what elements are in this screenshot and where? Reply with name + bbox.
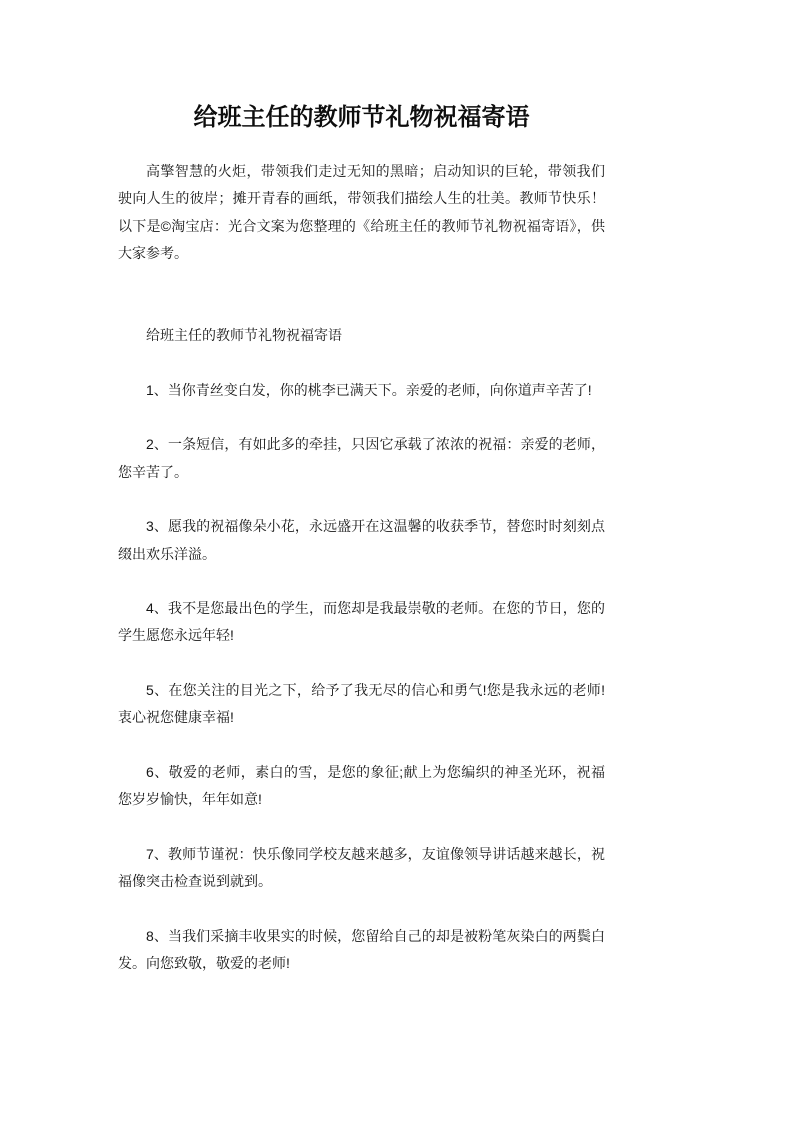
greeting-item: 7、教师节谨祝：快乐像同学校友越来越多，友谊像领导讲话越来越长，祝福像突击检查说到就到。 bbox=[118, 845, 605, 890]
section-heading: 给班主任的教师节礼物祝福寄语 bbox=[146, 327, 342, 344]
greeting-item: 3、愿我的祝福像朵小花，永远盛开在这温馨的收获季节，替您时时刻刻点缀出欢乐洋溢。 bbox=[118, 518, 605, 562]
greeting-item: 6、敬爱的老师，素白的雪，是您的象征;献上为您编织的神圣光环，祝福您岁岁愉快，年年如意! bbox=[118, 763, 605, 808]
document-content bbox=[118, 100, 605, 977]
greeting-item: 1、当你青丝变白发，你的桃李已满天下。亲爱的老师，向你道声辛苦了! bbox=[146, 381, 592, 398]
intro-paragraph: 高擎智慧的火炬，带领我们走过无知的黑暗；启动知识的巨轮，带领我们驶向人生的彼岸；摊开青春的画纸，带领我们描绘人生的壮美。教师节快乐！以下是©淘宝店：光合文案为您整理的《给班主任的教师节礼物祝福寄语》，供大家参考。 bbox=[118, 163, 605, 261]
greetings-list bbox=[118, 377, 605, 978]
greeting-item: 8、当我们采摘丰收果实的时候，您留给自己的却是被粉笔灰染白的两鬓白发。向您致敬，敬爱的老师! bbox=[118, 927, 605, 972]
document-title: 给班主任的教师节礼物祝福寄语 bbox=[193, 104, 530, 131]
greeting-item: 2、一条短信，有如此多的牵挂，只因它承载了浓浓的祝福：亲爱的老师，您辛苦了。 bbox=[118, 436, 605, 480]
greeting-item: 5、在您关注的目光之下，给予了我无尽的信心和勇气!您是我永远的老师!衷心祝您健康幸福! bbox=[118, 682, 605, 726]
greeting-item: 4、我不是您最出色的学生，而您却是我最崇敬的老师。在您的节日，您的学生愿您永远年轻! bbox=[118, 600, 605, 644]
